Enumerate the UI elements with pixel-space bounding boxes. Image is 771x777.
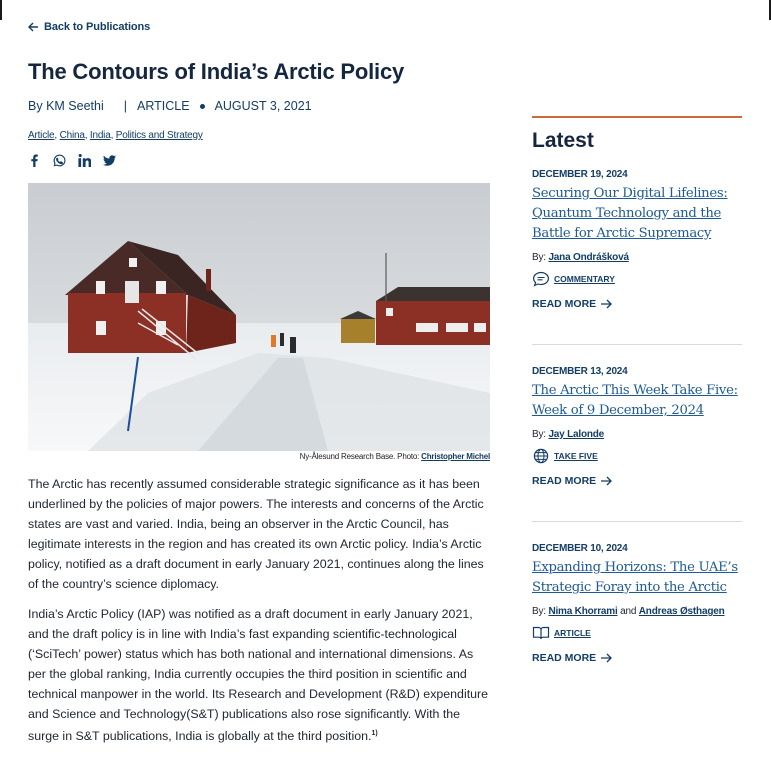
article-body xyxy=(28,474,492,756)
by-label: By: xyxy=(532,252,549,263)
tag-link[interactable]: India xyxy=(89,130,111,141)
card-title-link[interactable]: Securing Our Digital Lifelines: Quantum Technology and the Battle for Arctic Supremacy xyxy=(532,186,728,241)
card-type-link[interactable] xyxy=(532,625,742,641)
back-label: Back to Publications xyxy=(44,21,151,33)
latest-card xyxy=(532,543,742,664)
whatsapp-icon[interactable] xyxy=(53,154,66,167)
tag-link[interactable]: China xyxy=(59,130,85,141)
meta-separator: | xyxy=(123,99,127,113)
card-date: DECEMBER 13, 2024 xyxy=(532,366,628,377)
paragraph: The Arctic has recently assumed considerable strategic significance as it has been underlined by the policies of major powers. The interests and concerns of the Arctic states are vast and varied. India, being an observer in the Arctic Council, has legitimate interests in the region and has created its own Arctic policy. India’s Arctic policy, notified as a draft document in early January 2021, continues along the lines of the country’s science diplomacy. xyxy=(28,477,484,591)
twitter-icon[interactable] xyxy=(103,154,116,167)
card-byline xyxy=(532,606,742,617)
article-title: The Contours of India’s Arctic Policy xyxy=(28,59,405,84)
read-more-link[interactable] xyxy=(532,652,742,664)
card-type-label: TAKE FIVE xyxy=(554,451,598,461)
author-prefix: By xyxy=(28,99,47,113)
card-byline xyxy=(532,252,742,263)
read-more-label: READ MORE xyxy=(532,652,597,664)
footnote-link[interactable]: 1) xyxy=(371,730,378,737)
author-link[interactable]: Jay Lalonde xyxy=(548,429,605,440)
read-more-link[interactable] xyxy=(532,298,742,310)
tag-list: Article, China, India, Politics and Strategy xyxy=(28,130,203,141)
author-name[interactable]: KM Seethi xyxy=(46,99,104,113)
arrow-right-icon xyxy=(600,653,612,663)
latest-card xyxy=(532,366,742,487)
article-date: AUGUST 3, 2021 xyxy=(214,99,312,113)
card-type-label: ARTICLE xyxy=(554,628,591,638)
by-label: By: xyxy=(532,606,549,617)
arctic-research-base-photo xyxy=(28,183,490,451)
caption-text: Ny-Ålesund Research Base. Photo: xyxy=(299,452,422,461)
facebook-icon[interactable] xyxy=(28,154,41,167)
card-date: DECEMBER 10, 2024 xyxy=(532,543,628,554)
author-link[interactable]: Nima Khorrami xyxy=(548,606,618,617)
tag-link[interactable]: Politics and Strategy xyxy=(115,130,203,141)
paragraph-text: India’s Arctic Policy (IAP) was notified as a draft document in early January 2021, and the draft policy is in line with India’s fast expanding scientific-technological (‘SciTech’ power) status which has both national and international dimensions. As per the global ranking, India currently occupies the third position in scientific and technical manpower in the world. Its Research and Development (R&D) expenditure and Science and Technology(S&T) publications also rose significantly. With the surge in S&T publications, India is globally at the third position. xyxy=(28,607,489,744)
by-label: By: xyxy=(532,429,549,440)
card-date: DECEMBER 19, 2024 xyxy=(532,169,628,180)
arrow-left-icon xyxy=(28,22,39,32)
image-caption xyxy=(28,452,490,461)
card-type-link[interactable] xyxy=(532,271,742,287)
open-book-icon xyxy=(532,625,550,641)
latest-accent-rule xyxy=(532,116,742,118)
arrow-right-icon xyxy=(600,299,612,309)
card-type-link[interactable] xyxy=(532,448,742,464)
and-label: and xyxy=(617,606,639,617)
card-type-label: COMMENTARY xyxy=(554,274,615,284)
globe-icon xyxy=(532,448,550,464)
arrow-right-icon xyxy=(600,476,612,486)
article-type: ARTICLE xyxy=(136,99,190,113)
card-byline xyxy=(532,429,742,440)
latest-card xyxy=(532,169,742,310)
card-divider xyxy=(532,521,742,522)
latest-heading: Latest xyxy=(532,129,594,152)
tag-link[interactable]: Article xyxy=(28,130,55,141)
chat-bubble-icon xyxy=(532,271,550,287)
article-meta xyxy=(28,99,312,113)
card-title-link[interactable]: The Arctic This Week Take Five: Week of 9 December, 2024 xyxy=(532,383,738,418)
photo-credit-link[interactable]: Christopher Michel xyxy=(421,452,490,461)
read-more-label: READ MORE xyxy=(532,298,597,310)
back-to-publications-link[interactable] xyxy=(28,21,150,33)
window-edge-left xyxy=(0,0,2,20)
card-divider xyxy=(532,344,742,345)
card-title-link[interactable]: Expanding Horizons: The UAE’s Strategic Foray into the Arctic xyxy=(532,560,738,595)
linkedin-icon[interactable] xyxy=(78,154,91,167)
meta-dot xyxy=(200,104,205,109)
article-hero-image xyxy=(28,183,490,451)
author-link[interactable]: Andreas Østhagen xyxy=(638,606,725,617)
author-link[interactable]: Jana Ondrášková xyxy=(548,252,629,263)
read-more-label: READ MORE xyxy=(532,475,597,487)
paragraph xyxy=(28,604,492,746)
share-bar xyxy=(28,154,116,167)
read-more-link[interactable] xyxy=(532,475,742,487)
